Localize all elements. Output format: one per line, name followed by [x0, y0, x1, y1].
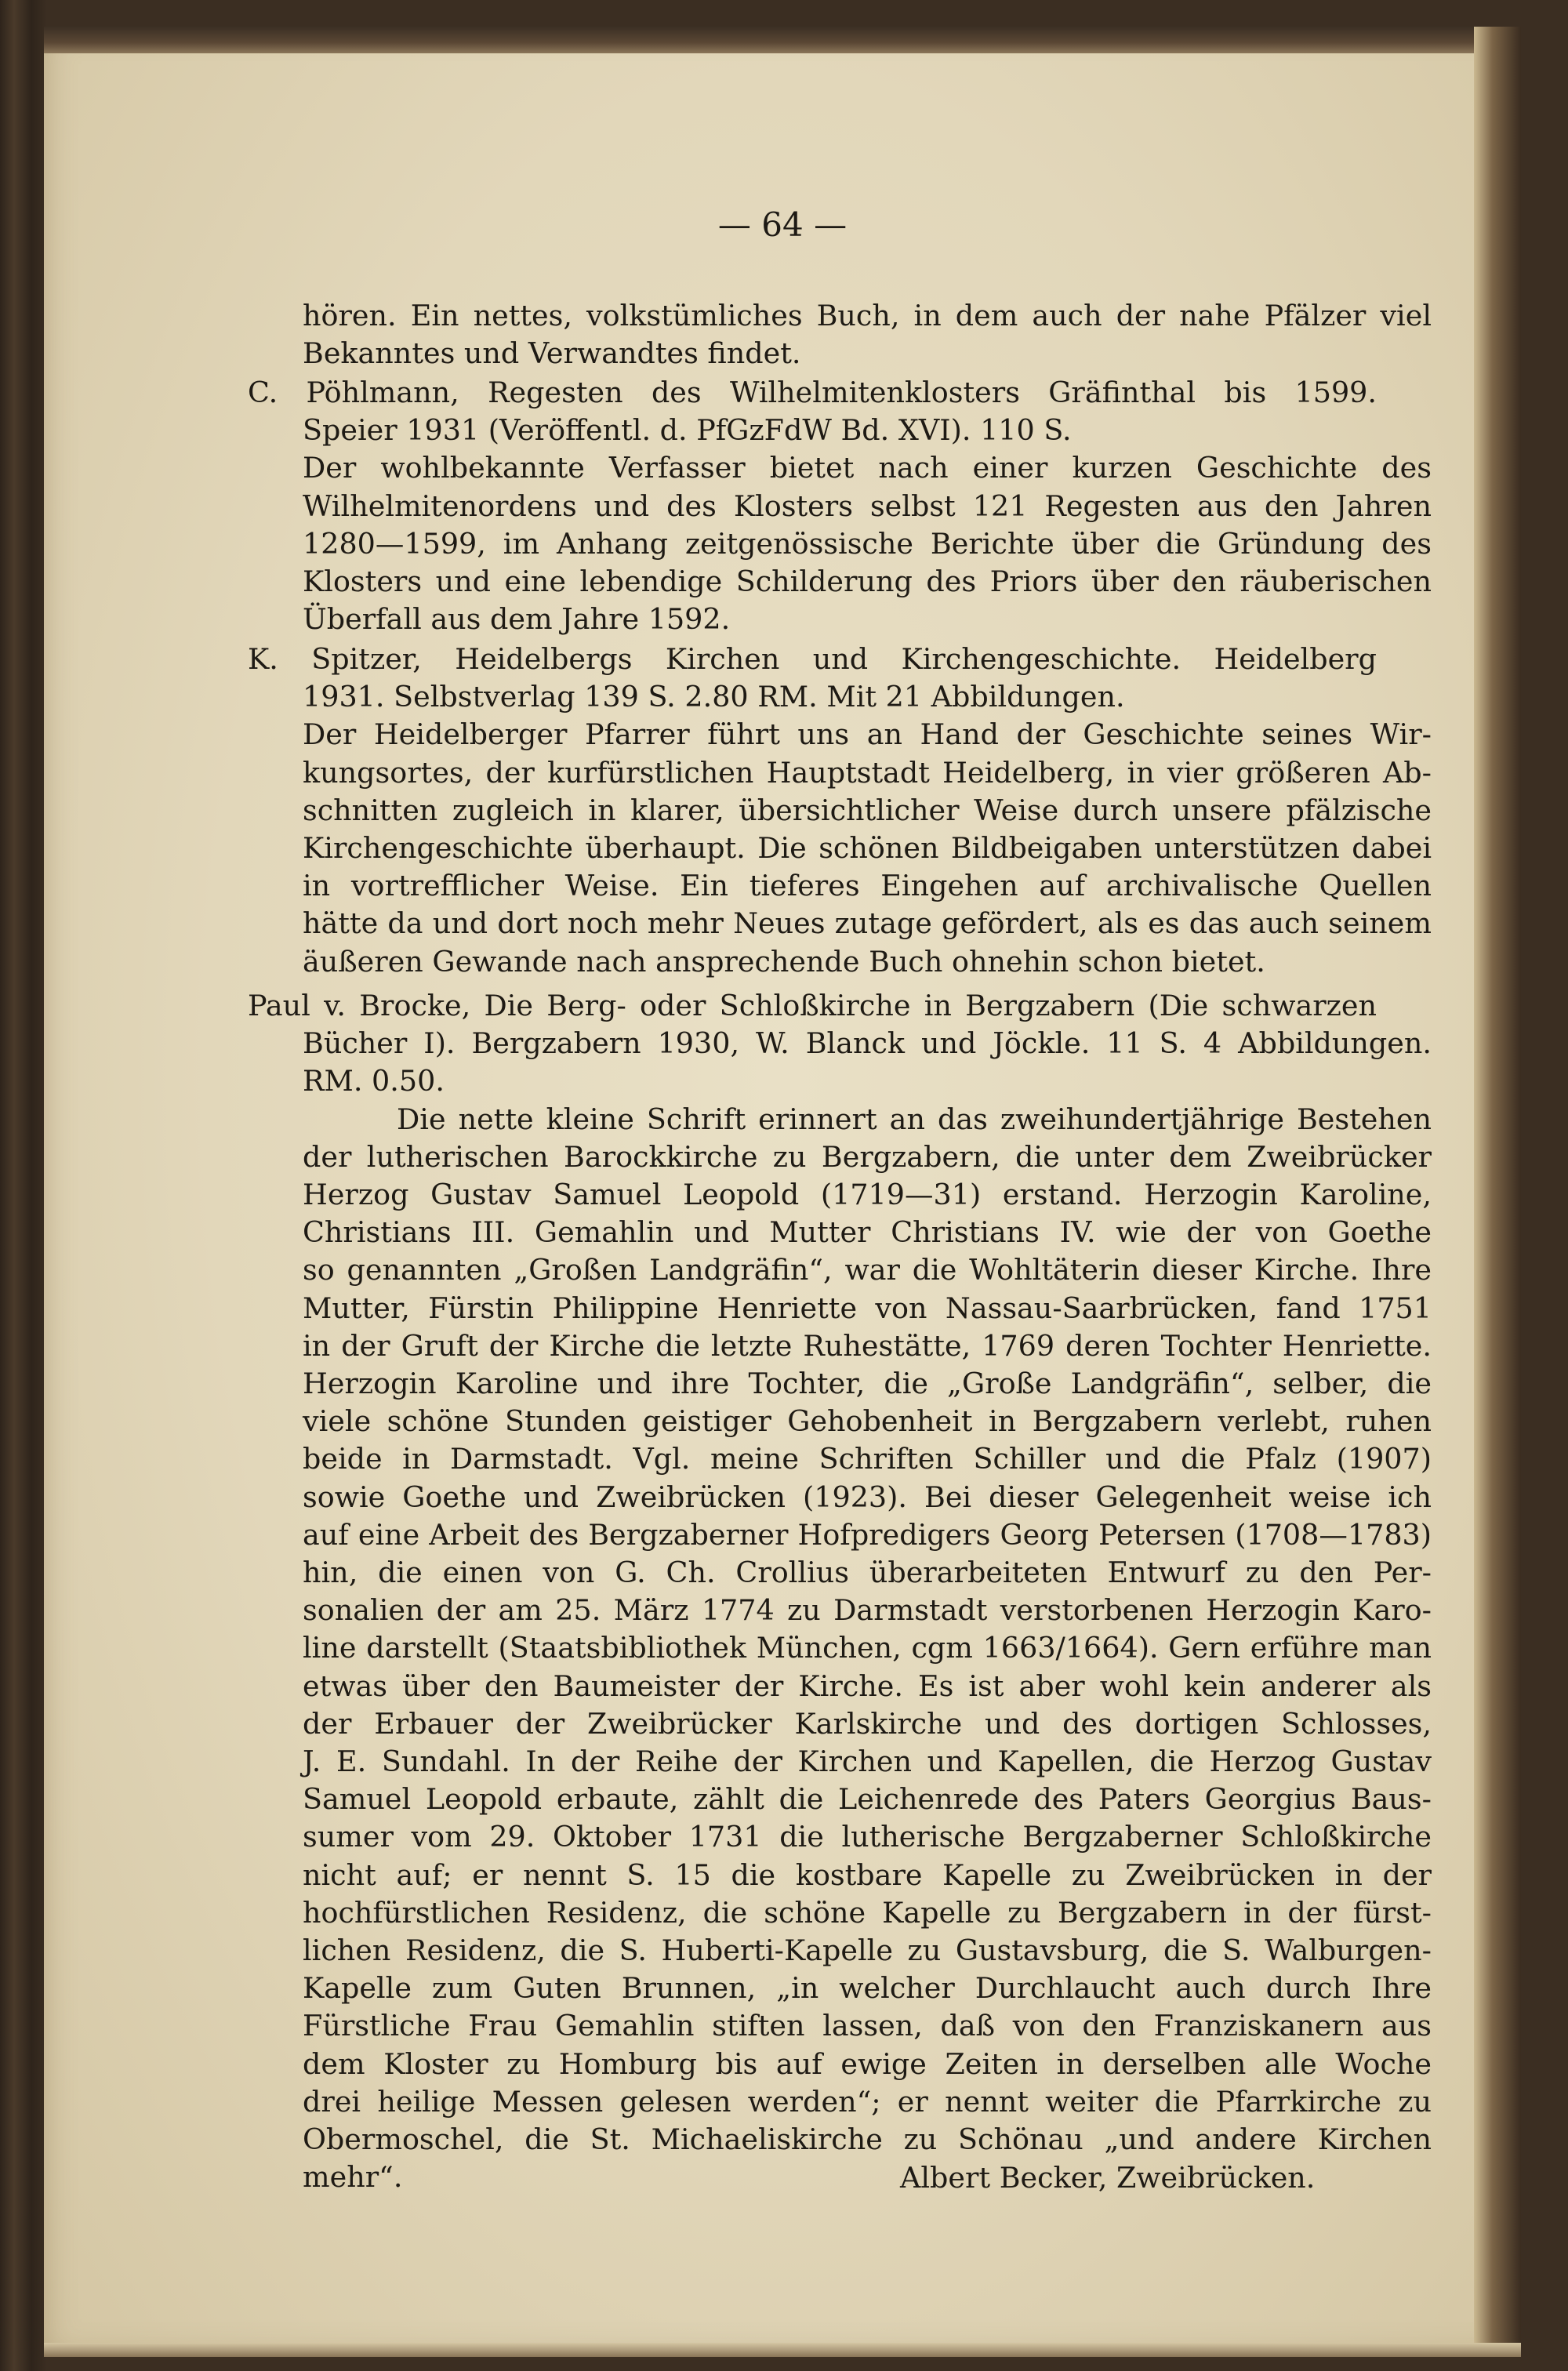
text-line: kungsortes, der kurfürstlichen Hauptstadt Heidelberg, in vier größeren Ab-	[303, 755, 1432, 790]
text-line: Herzogin Karoline und ihre Tochter, die „Große Landgräfin“, selber, die	[303, 1367, 1432, 1401]
page-top-edge	[44, 27, 1521, 53]
text-line: Überfall aus dem Jahre 1592.	[303, 602, 731, 637]
text-line: dem Kloster zu Homburg bis auf ewige Zeiten in derselben alle Woche	[303, 2046, 1432, 2081]
text-line: 1280—1599, im Anhang zeitgenössische Berichte über die Gründung des	[303, 526, 1432, 561]
text-line: der lutherischen Barockkirche zu Bergzabern, die unter dem Zweibrücker	[303, 1139, 1432, 1174]
page-number: — 64 —	[717, 205, 848, 244]
text-line: Obermoschel, die St. Michaeliskirche zu Schönau „und andere Kirchen	[303, 2122, 1432, 2157]
text-line: Der wohlbekannte Verfasser bietet nach einer kurzen Geschichte des	[303, 451, 1432, 485]
text-line: nicht auf; er nennt S. 15 die kostbare Kapelle zu Zweibrücken in der	[303, 1857, 1432, 1892]
text-line: der Erbauer der Zweibrücker Karlskirche und des dortigen Schlosses,	[303, 1706, 1432, 1741]
text-line: auf eine Arbeit des Bergzaberner Hofpredigers Georg Petersen (1708—1783)	[303, 1517, 1432, 1552]
text-line: Bekanntes und Verwandtes findet.	[303, 336, 801, 371]
text-line: Fürstliche Frau Gemahlin stiften lassen, daß von den Franziskanern aus	[303, 2009, 1432, 2043]
text-line: hören. Ein nettes, volkstümliches Buch, in dem auch der nahe Pfälzer viel	[303, 299, 1432, 332]
text-line: Wilhelmitenordens und des Klosters selbst 121 Regesten aus den Jahren	[303, 488, 1432, 523]
text-line: Klosters und eine lebendige Schilderung des Priors über den räuberischen	[303, 565, 1432, 599]
text-line: J. E. Sundahl. In der Reihe der Kirchen und Kapellen, die Herzog Gustav	[303, 1745, 1432, 1779]
text-line: in vortrefflicher Weise. Ein tieferes Eingehen auf archivalische Quellen	[303, 869, 1432, 903]
page-binding-edge	[1474, 27, 1521, 2357]
text-line: Samuel Leopold erbaute, zählt die Leichenrede des Paters Georgius Baus-	[303, 1782, 1432, 1817]
text-line: schnitten zugleich in klarer, übersichtlicher Weise durch unsere pfälzische	[303, 793, 1432, 827]
text-line: hätte da und dort noch mehr Neues zutage gefördert, als es das auch seinem	[303, 906, 1432, 941]
book-page	[44, 27, 1521, 2357]
review-entry-spitzer	[248, 641, 1432, 981]
text-line: hin, die einen von G. Ch. Crollius überarbeiteten Entwurf zu den Per-	[303, 1556, 1432, 1590]
text-line: Bücher I). Bergzabern 1930, W. Blanck und Jöckle. 11 S. 4 Abbildungen.	[303, 1026, 1432, 1061]
bibliographic-heading: Paul v. Brocke, Die Berg- oder Schloßkirche in Bergzabern (Die schwarzen	[248, 989, 1377, 1022]
text-line: lichen Residenz, die S. Huberti-Kapelle zu Gustavsburg, die S. Walburgen-	[303, 1933, 1432, 1968]
text-line: mehr“.	[303, 2160, 403, 2195]
bibliographic-heading: C. Pöhlmann, Regesten des Wilhelmitenklosters Gräfinthal bis 1599.	[248, 376, 1377, 409]
review-entry-brocke	[248, 987, 1432, 2197]
bibliographic-heading: K. Spitzer, Heidelbergs Kirchen und Kirchengeschichte. Heidelberg	[248, 642, 1377, 676]
text-line: Christians III. Gemahlin und Mutter Christians IV. wie der von Goethe	[303, 1215, 1432, 1250]
text-line: Der Heidelberger Pfarrer führt uns an Hand der Geschichte seines Wir-	[303, 717, 1432, 752]
text-line: äußeren Gewande nach ansprechende Buch ohnehin schon bietet.	[303, 944, 1265, 979]
text-line: Speier 1931 (Veröffentl. d. PfGzFdW Bd. XVI). 110 S.	[303, 413, 1072, 448]
review-entry-poehlmann	[248, 374, 1432, 638]
text-line: Kapelle zum Guten Brunnen, „in welcher Durchlaucht auch durch Ihre	[303, 1971, 1432, 2006]
text-line: line darstellt (Staatsbibliothek München, cgm 1663/1664). Gern erführe man	[303, 1631, 1432, 1665]
text-line: so genannten „Großen Landgräfin“, war die Wohltäterin dieser Kirche. Ihre	[303, 1253, 1432, 1287]
text-line: hochfürstlichen Residenz, die schöne Kapelle zu Bergzabern in der fürst-	[303, 1895, 1432, 1930]
text-line: Herzog Gustav Samuel Leopold (1719—31) erstand. Herzogin Karoline,	[303, 1178, 1432, 1212]
text-line: RM. 0.50.	[303, 1064, 445, 1098]
text-line: sowie Goethe und Zweibrücken (1923). Bei dieser Gelegenheit weise ich	[303, 1480, 1432, 1514]
text-line: in der Gruft der Kirche die letzte Ruhestätte, 1769 deren Tochter Henriette.	[303, 1328, 1432, 1363]
review-continuation	[303, 297, 1432, 372]
text-line: 1931. Selbstverlag 139 S. 2.80 RM. Mit 21 Abbildungen.	[303, 680, 1125, 714]
text-line: Die nette kleine Schrift erinnert an das zweihundertjährige Bestehen	[397, 1102, 1432, 1136]
text-line: Kirchengeschichte überhaupt. Die schönen Bildbeigaben unterstützen dabei	[303, 831, 1432, 866]
text-line: viele schöne Stunden geistiger Gehobenheit in Bergzabern verlebt, ruhen	[303, 1404, 1432, 1439]
text-line: Mutter, Fürstin Philippine Henriette von Nassau-Saarbrücken, fand 1751	[303, 1291, 1432, 1325]
text-line: drei heilige Messen gelesen werden“; er nennt weiter die Pfarrkirche zu	[303, 2084, 1432, 2119]
text-line: sonalien der am 25. März 1774 zu Darmstadt verstorbenen Herzogin Karo-	[303, 1593, 1432, 1628]
text-line: beide in Darmstadt. Vgl. meine Schriften Schiller und die Pfalz (1907)	[303, 1442, 1432, 1476]
review-signature: Albert Becker, Zweibrücken.	[900, 2161, 1316, 2195]
page-bottom-edge	[44, 2343, 1521, 2357]
text-line: etwas über den Baumeister der Kirche. Es ist aber wohl kein anderer als	[303, 1668, 1432, 1703]
text-line: sumer vom 29. Oktober 1731 die lutherische Bergzaberner Schloßkirche	[303, 1820, 1432, 1854]
